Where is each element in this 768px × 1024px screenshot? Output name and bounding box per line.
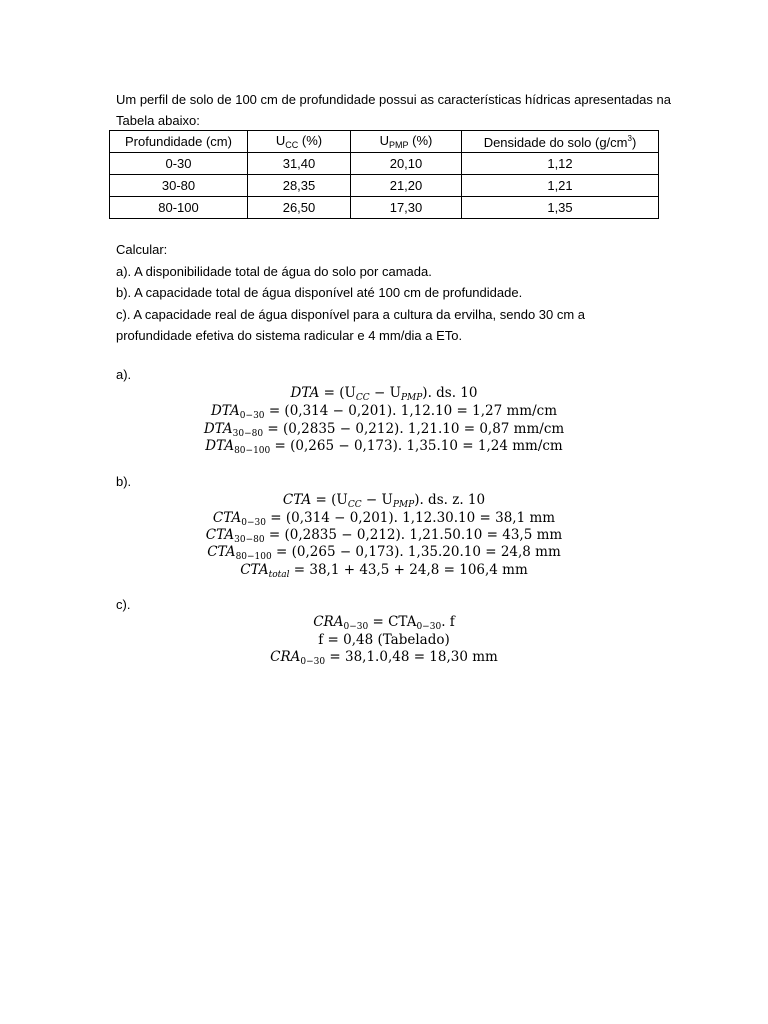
table-cell: 1,12 [462,153,659,175]
table-cell: 80-100 [110,197,248,219]
header-depth: Profundidade (cm) [110,131,248,153]
table-row [110,175,659,197]
table-cell: 28,35 [248,175,351,197]
answer-a-formula: DTA = $(U_{CC} - U_{PMP})$. ds. 10 [290,385,478,403]
table-cell: 31,40 [248,153,351,175]
questions-heading: Calcular: [116,242,168,257]
header-density: Densidade do solo $(g/cm^3)$ [462,131,659,153]
questions-block [116,239,676,347]
question-a: a). A disponibilidade total de água do solo por camada. [116,263,432,279]
table-header-row [110,131,659,153]
answer-a-line-80-100: $DTA_{80-100} = (0,265 - 0,173)$. 1,35.10 = 1,24 mm/cm [205,438,563,456]
answer-b-line-30-80: $CTA_{30-80} = (0,2835 - 0,212)$. 1,21.50.10 = 43,5 mm [205,527,563,545]
table-cell: 17,30 [351,197,462,219]
answer-b-line-total: $CTA_{total} = 38,1 + 43,5 + 24,8 = 106,4$ mm [240,562,528,580]
soil-properties-table [109,130,659,219]
question-b: b). A capacidade total de água disponível até 100 cm de profundidade. [116,285,523,300]
answer-a-line-0-30: $DTA_{0-30} = (0,314 - 0,201)$. 1,12.10 = 1,27 mm/cm [210,403,558,421]
table-cell: 1,35 [462,197,659,219]
answer-a-label: a). [116,367,132,382]
table-cell: 0-30 [110,153,248,175]
answer-b-label: b). [116,474,132,489]
intro-paragraph: Um perfil de solo de 100 cm de profundidade possui as características hídricas apresentadas na Tabela abaixo: [116,92,671,128]
table-cell: 21,20 [351,175,462,197]
answer-c-label: c). [116,597,131,612]
question-c-line2: profundidade efetiva do sistema radicular e 4 mm/dia a ETo. [116,328,463,343]
table-cell: 30-80 [110,175,248,197]
answer-b-formula: CTA = $(U_{CC} - U_{PMP})$. ds. z. 10 [282,492,486,510]
answer-a-line-30-80: $DTA_{30-80} = (0,2835 - 0,212)$. 1,21.10 = 0,87 mm/cm [203,421,565,439]
header-ucc: $U_{CC}$ (%) [248,131,351,153]
table-cell: 26,50 [248,197,351,219]
header-upmp: $U_{PMP}$ (%) [351,131,462,153]
answer-b-line-80-100: $CTA_{80-100} = (0,265 - 0,173)$. 1,35.20.10 = 24,8 mm [207,544,561,562]
answer-c-formula: $CRA_{0-30} = CTA_{0-30}$. f [313,614,455,632]
question-c-line1: c). A capacidade real de água disponível para a cultura da ervilha, sendo 30 cm a [116,306,586,322]
table-row [110,197,659,219]
answer-c-result: $CRA_{0-30} = 38,1.0,48 = 18,30$ mm [270,649,498,667]
table-cell: 1,21 [462,175,659,197]
answer-c-factor: f = 0,48 (Tabelado) [318,632,450,648]
table-row [110,153,659,175]
table-cell: 20,10 [351,153,462,175]
answer-b-line-0-30: $CTA_{0-30} = (0,314 - 0,201)$. 1,12.30.10 = 38,1 mm [212,510,556,528]
